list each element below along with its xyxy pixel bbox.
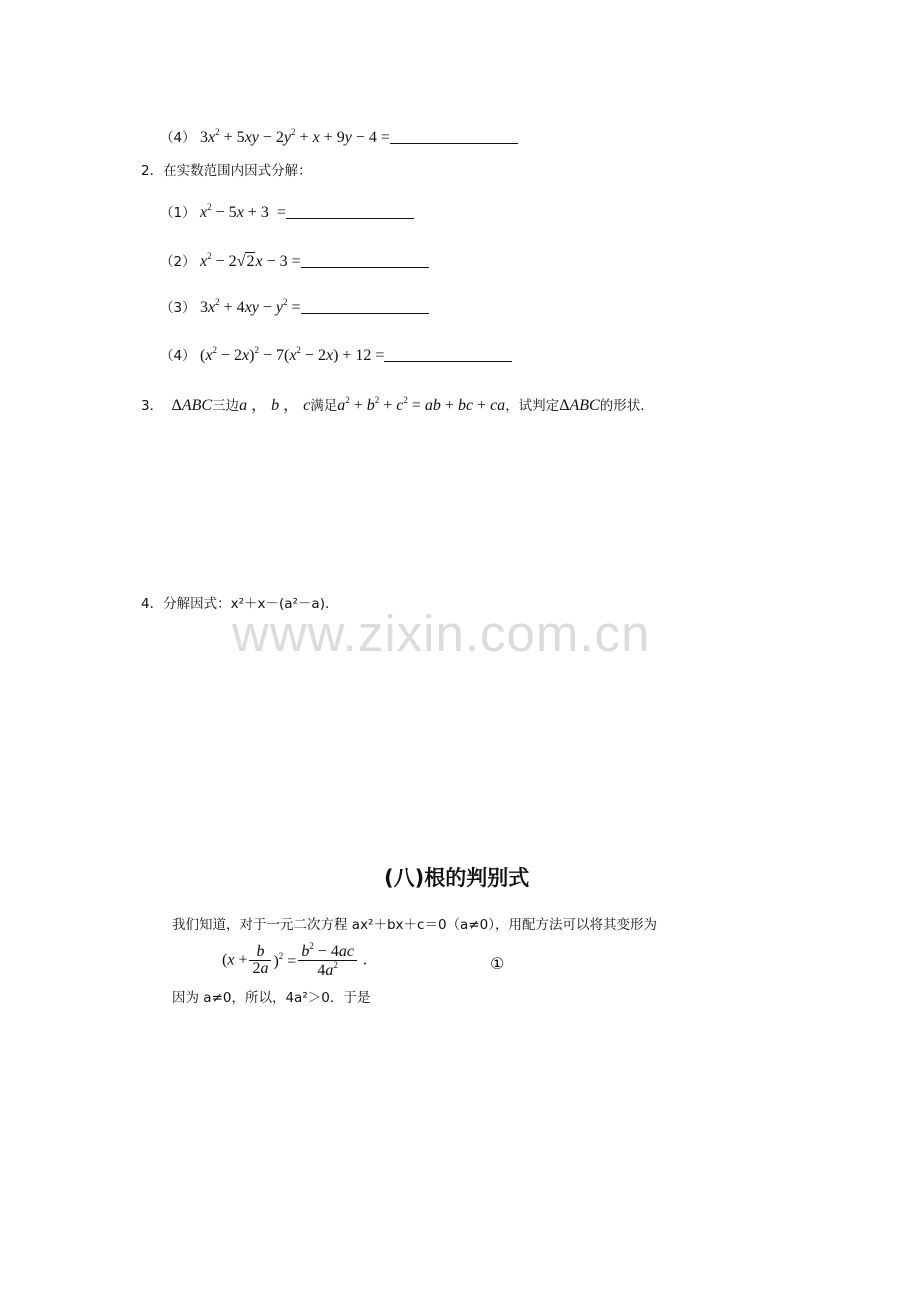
problem4 <box>141 598 329 612</box>
fraction-b-over-2a: $\frac{b}{2a}$ <box>249 944 271 977</box>
item-label: （1） <box>160 205 196 221</box>
answer-blank[interactable] <box>390 129 518 144</box>
section-title: (八)根的判别式 <box>384 866 530 890</box>
problem1-item4 <box>160 128 518 146</box>
problem-number: 3． <box>141 398 164 414</box>
problem2-item2 <box>160 252 429 270</box>
sides: a ， b ， c <box>239 397 311 414</box>
item-label: （2） <box>160 254 196 270</box>
problem-text-1: 三边 <box>212 398 240 414</box>
problem-number: 4． <box>141 596 164 612</box>
problem-number: 2． <box>141 163 164 179</box>
fraction-discriminant: $\frac{b^2 - 4ac}{4a^2}$ <box>298 942 357 979</box>
answer-blank[interactable] <box>384 347 512 362</box>
problem-text-2: 满足 <box>310 398 338 414</box>
math-expression: $x^2 - 2√2x - 3$ = <box>200 251 301 270</box>
math-expression: $x^2 - 5x + 3$ = <box>200 202 286 221</box>
problem-text-3: ，试判定 <box>505 398 560 414</box>
problem2-heading <box>141 165 312 179</box>
item-label: （4） <box>160 348 196 364</box>
answer-blank[interactable] <box>286 204 414 219</box>
section-since: 因为 a≠0，所以，4a²＞0．于是 <box>172 990 371 1006</box>
math-expression: $3x^2 + 4xy - y^2$ = <box>200 297 301 316</box>
problem2-item4 <box>160 346 512 364</box>
triangle-abc: ΔABC <box>167 397 213 414</box>
item-label: （4） <box>160 130 196 146</box>
problem3 <box>141 396 645 414</box>
problem2-item1 <box>160 203 414 221</box>
problem-text: 分解因式：x²＋x－(a²－a). <box>163 596 330 612</box>
equation-marker: ① <box>490 954 505 973</box>
math-expression: $(x^2 - 2x)^2 - 7(x^2 - 2x) + 12$ = <box>200 345 385 364</box>
math-expression: $3x^2 + 5xy - 2y^2 + x + 9y - 4$ = <box>200 127 390 146</box>
completed-square-equation: (x + $\frac{b}{2a}$ )$^2$ = $\frac{b^2 - 4ac}{4a^2}$ . <box>222 941 367 979</box>
problem2-item3 <box>160 298 429 316</box>
item-label: （3） <box>160 300 196 316</box>
problem-text: 在实数范围内因式分解： <box>163 163 312 179</box>
watermark: www.zixin.com.cn <box>232 605 651 662</box>
answer-blank[interactable] <box>301 253 429 268</box>
triangle-abc-2: ΔABC <box>559 397 600 414</box>
section-intro: 我们知道，对于一元二次方程 ax²＋bx＋c＝0（a≠0），用配方法可以将其变形为 <box>172 917 657 933</box>
answer-blank[interactable] <box>301 299 429 314</box>
problem-text-4: 的形状. <box>599 398 645 414</box>
condition: $a^2 + b^2 + c^2$ = ab + bc + ca <box>337 395 506 414</box>
